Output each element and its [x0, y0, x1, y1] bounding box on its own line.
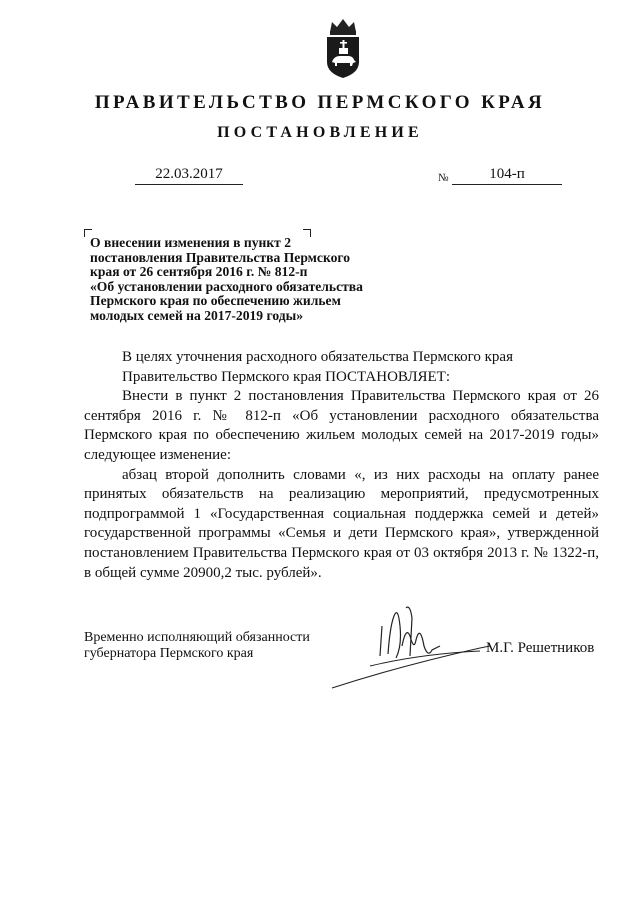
signer-position-line: губернатора Пермского края [84, 646, 254, 661]
signer-position [84, 630, 310, 662]
body-paragraph: В целях уточнения расходного обязательства Пермского края [122, 349, 513, 365]
title-line: «Об установлении расходного обязательства [90, 278, 363, 294]
document-body [84, 348, 599, 583]
document-number: 104-п [452, 166, 562, 185]
title-line: постановления Правительства Пермского [90, 249, 351, 265]
signer-position-line: Временно исполняющий обязанности [84, 630, 310, 645]
number-sign: № [438, 172, 449, 184]
body-paragraph: абзац второй дополнить словами «, из них расходы на оплату ранее принятых обязательств на реализацию мероприятий, предусмотренных подпрограммой 1 «Государственная социальная поддержка семей и детей» государственной программы «Семья и дети Пермского края», утвержденной постановлением Правительства Пермского края от 03 октября 2013 г. № 1322-п, в общей сумме 20900,2 тыс. рублей». [84, 466, 599, 581]
body-paragraph: Внести в пункт 2 постановления Правительства Пермского края от 26 сентября 2016 г. № 812-п «Об установлении расходного обязательства Пермского края по обеспечению жильем молодых семей на 2017-2019 годы» следующее изменение: [84, 388, 599, 463]
signer-name: М.Г. Решетников [486, 640, 595, 656]
title-line: Пермского края по обеспечению жильем [90, 293, 341, 309]
title-line: молодых семей на 2017-2019 годы» [90, 307, 304, 323]
title-line: О внесении изменения в пункт 2 [90, 235, 292, 250]
document-type-heading: ПОСТАНОВЛЕНИЕ [217, 124, 423, 141]
document-date: 22.03.2017 [135, 166, 243, 185]
coat-of-arms-icon [322, 18, 364, 80]
document-title [90, 236, 410, 324]
title-line: края от 26 сентября 2016 г. № 812-п [90, 264, 308, 280]
body-paragraph: Правительство Пермского края ПОСТАНОВЛЯЕТ: [122, 368, 451, 385]
government-heading: ПРАВИТЕЛЬСТВО ПЕРМСКОГО КРАЯ [94, 92, 546, 113]
